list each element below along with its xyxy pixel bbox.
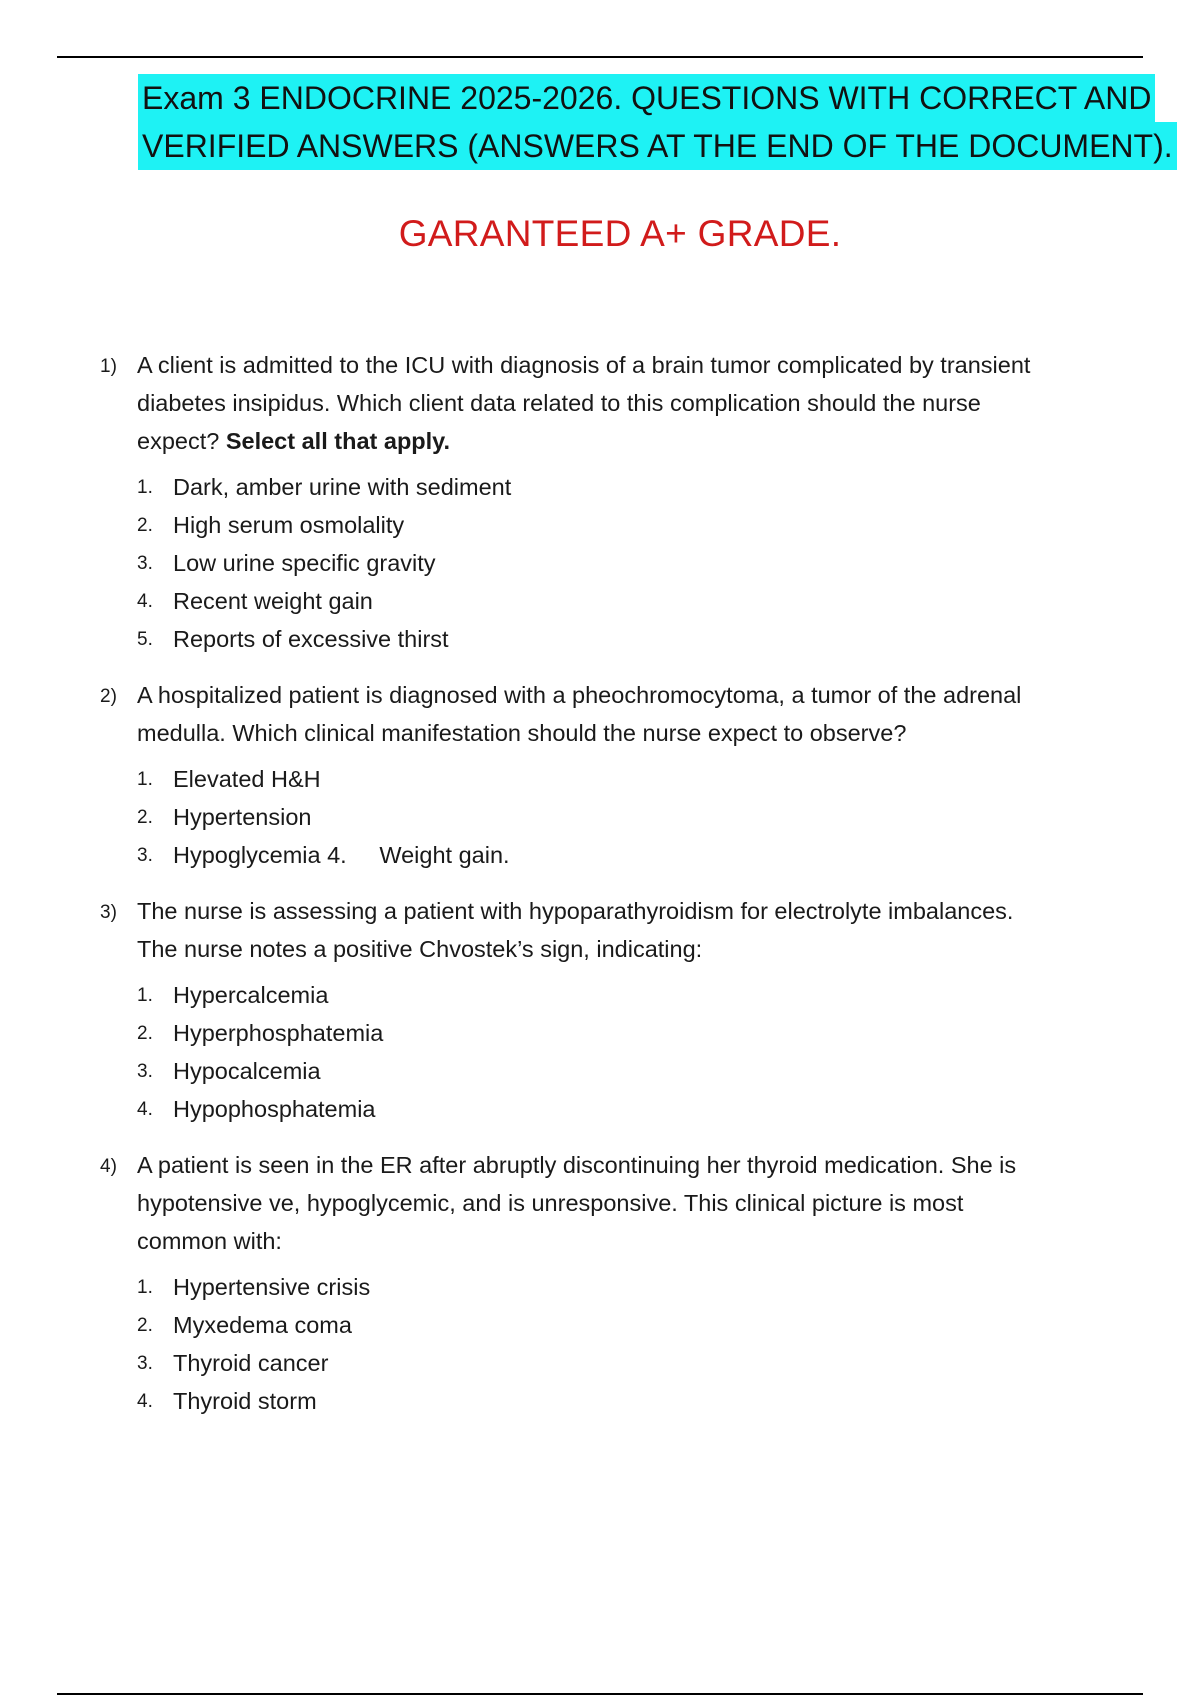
option-text: Hypocalcemia: [173, 1058, 321, 1084]
option-text: Reports of excessive thirst: [173, 626, 449, 652]
option-number: 2.: [137, 807, 153, 828]
option-number: 3.: [137, 1061, 153, 1082]
option-item: [137, 1052, 1140, 1090]
option-item: [137, 1268, 1140, 1306]
question-number: 2): [100, 686, 117, 707]
option-number: 2.: [137, 1315, 153, 1336]
question-4: [100, 1146, 1140, 1420]
option-list: [137, 468, 1140, 658]
option-text: Recent weight gain: [173, 588, 373, 614]
question-text: A hospitalized patient is diagnosed with a pheochromocytoma, a tumor of the adrenal medulla. Which clinical manifestation should the nurse expect to observe?: [137, 682, 1022, 746]
option-item: [137, 1382, 1140, 1420]
option-text: Low urine specific gravity: [173, 550, 436, 576]
option-text: Thyroid storm: [173, 1388, 317, 1414]
option-item: [137, 544, 1140, 582]
question-text: A patient is seen in the ER after abruptly discontinuing her thyroid medication. She is hypotensive ve, hypoglycemic, and is unresponsive. This clinical picture is most common with:: [137, 1152, 1017, 1254]
option-item: [137, 1306, 1140, 1344]
option-number: 3.: [137, 1353, 153, 1374]
option-number: 5.: [137, 629, 153, 650]
option-text: Elevated H&H: [173, 766, 321, 792]
option-item: [137, 798, 1140, 836]
option-text: Hypoglycemia 4. Weight gain.: [173, 842, 510, 868]
bottom-rule: [57, 1693, 1143, 1695]
question-text: The nurse is assessing a patient with hypoparathyroidism for electrolyte imbalances. The nurse notes a positive Chvostek’s sign, indicating:: [137, 898, 1014, 962]
question-stem: A client is admitted to the ICU with diagnosis of a brain tumor complicated by transient diabetes insipidus. Which client data related to this complication should the nurse expect?: [137, 352, 1031, 454]
option-item: [137, 620, 1140, 658]
option-number: 2.: [137, 1023, 153, 1044]
option-text: Hypertension: [173, 804, 312, 830]
option-number: 3.: [137, 845, 153, 866]
option-item: [137, 1344, 1140, 1382]
option-list: [137, 976, 1140, 1128]
option-item: [137, 1014, 1140, 1052]
option-text: Myxedema coma: [173, 1312, 352, 1338]
option-text: Hypertensive crisis: [173, 1274, 371, 1300]
title-line-1: Exam 3 ENDOCRINE 2025-2026. QUESTIONS WITH CORRECT AND: [138, 74, 1155, 122]
question-number: 1): [100, 356, 117, 377]
option-item: [137, 976, 1140, 1014]
question-instruction: Select all that apply.: [225, 428, 451, 454]
option-item: [137, 836, 1140, 874]
question-list: [100, 346, 1140, 1438]
option-item: [137, 506, 1140, 544]
question-2: [100, 676, 1140, 874]
document-subtitle: GARANTEED A+ GRADE.: [398, 213, 842, 254]
option-item: [137, 468, 1140, 506]
top-rule: [57, 56, 1143, 58]
question-1: [100, 346, 1140, 658]
question-3: [100, 892, 1140, 1128]
option-number: 1.: [137, 769, 153, 790]
option-number: 4.: [137, 1391, 153, 1412]
option-text: Dark, amber urine with sediment: [173, 474, 512, 500]
title-line-2: VERIFIED ANSWERS (ANSWERS AT THE END OF THE DOCUMENT).: [138, 122, 1177, 170]
option-list: [137, 1268, 1140, 1420]
option-text: Thyroid cancer: [173, 1350, 329, 1376]
question-text: [137, 346, 1140, 460]
question-number: 4): [100, 1156, 117, 1177]
option-number: 2.: [137, 515, 153, 536]
option-item: [137, 582, 1140, 620]
option-number: 4.: [137, 591, 153, 612]
document-title: [138, 74, 1173, 170]
option-number: 4.: [137, 1099, 153, 1120]
option-text: Hypercalcemia: [173, 982, 329, 1008]
option-list: [137, 760, 1140, 874]
option-text: Hypophosphatemia: [173, 1096, 376, 1122]
option-number: 3.: [137, 553, 153, 574]
option-text: Hyperphosphatemia: [173, 1020, 384, 1046]
option-number: 1.: [137, 1277, 153, 1298]
option-text: High serum osmolality: [173, 512, 405, 538]
option-item: [137, 760, 1140, 798]
question-number: 3): [100, 902, 117, 923]
option-item: [137, 1090, 1140, 1128]
option-number: 1.: [137, 477, 153, 498]
option-number: 1.: [137, 985, 153, 1006]
